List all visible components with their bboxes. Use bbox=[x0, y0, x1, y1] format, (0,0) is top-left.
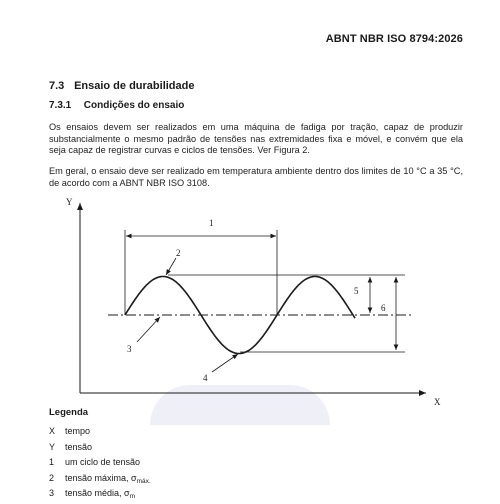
section-heading bbox=[49, 80, 194, 92]
callout-6: 6 bbox=[381, 303, 386, 313]
callout-5: 5 bbox=[354, 286, 359, 296]
paragraph-test-temperature: Em geral, o ensaio deve ser realizado em temperatura ambiente dentro dos limites de 10 °C a 35 °C, de acordo com a ABNT NBR ISO 3108. bbox=[49, 166, 463, 188]
subsection-heading bbox=[49, 100, 184, 111]
legend-subscript: máx. bbox=[136, 477, 151, 485]
legend-key: 2 bbox=[49, 472, 55, 483]
callout-2-leader bbox=[166, 258, 176, 275]
callout-1: 1 bbox=[209, 218, 214, 228]
subsection-number: 7.3.1 bbox=[49, 100, 72, 111]
callout-4-leader bbox=[212, 354, 238, 372]
stress-cycle-figure bbox=[0, 190, 500, 410]
legend-key: 1 bbox=[49, 457, 55, 467]
legend-desc-text: um ciclo de tensão bbox=[65, 457, 141, 467]
legend-desc bbox=[65, 473, 151, 485]
y-axis-label: Y bbox=[66, 197, 73, 207]
legend-key: 3 bbox=[49, 488, 55, 498]
legend-desc-text: tempo bbox=[65, 426, 91, 436]
legend-desc bbox=[65, 442, 92, 452]
legend-desc bbox=[65, 488, 135, 500]
section-title: Ensaio de durabilidade bbox=[74, 80, 195, 92]
section-number: 7.3 bbox=[49, 80, 65, 92]
callout-3: 3 bbox=[127, 344, 132, 354]
legend-title: Legenda bbox=[49, 407, 89, 418]
legend-key: Y bbox=[49, 441, 56, 452]
legend-desc-text: tensão bbox=[65, 441, 93, 452]
legend-key: X bbox=[49, 426, 56, 436]
standard-id-header: ABNT NBR ISO 8794:2026 bbox=[325, 33, 463, 45]
callout-4: 4 bbox=[203, 373, 208, 383]
callout-2: 2 bbox=[176, 248, 181, 258]
paragraph-test-machine: Os ensaios devem ser realizados em uma máquina de fadiga por tração, capaz de produzir substancialmente o mesmo padrão de tensões nas extremidades fixa e móvel, e convém que ela seja capaz de registrar curvas e ciclos de tensões. Ver Figura 2. bbox=[49, 122, 463, 155]
callout-3-leader bbox=[137, 317, 160, 342]
subsection-title: Condições do ensaio bbox=[83, 100, 185, 111]
legend-desc bbox=[65, 426, 90, 436]
legend-desc-text: tensão média, σ bbox=[65, 488, 130, 498]
legend-desc bbox=[65, 457, 140, 467]
x-axis-label: X bbox=[434, 397, 441, 407]
legend-subscript: m bbox=[129, 493, 136, 500]
legend-desc-text: tensão máxima, σ bbox=[65, 472, 137, 483]
